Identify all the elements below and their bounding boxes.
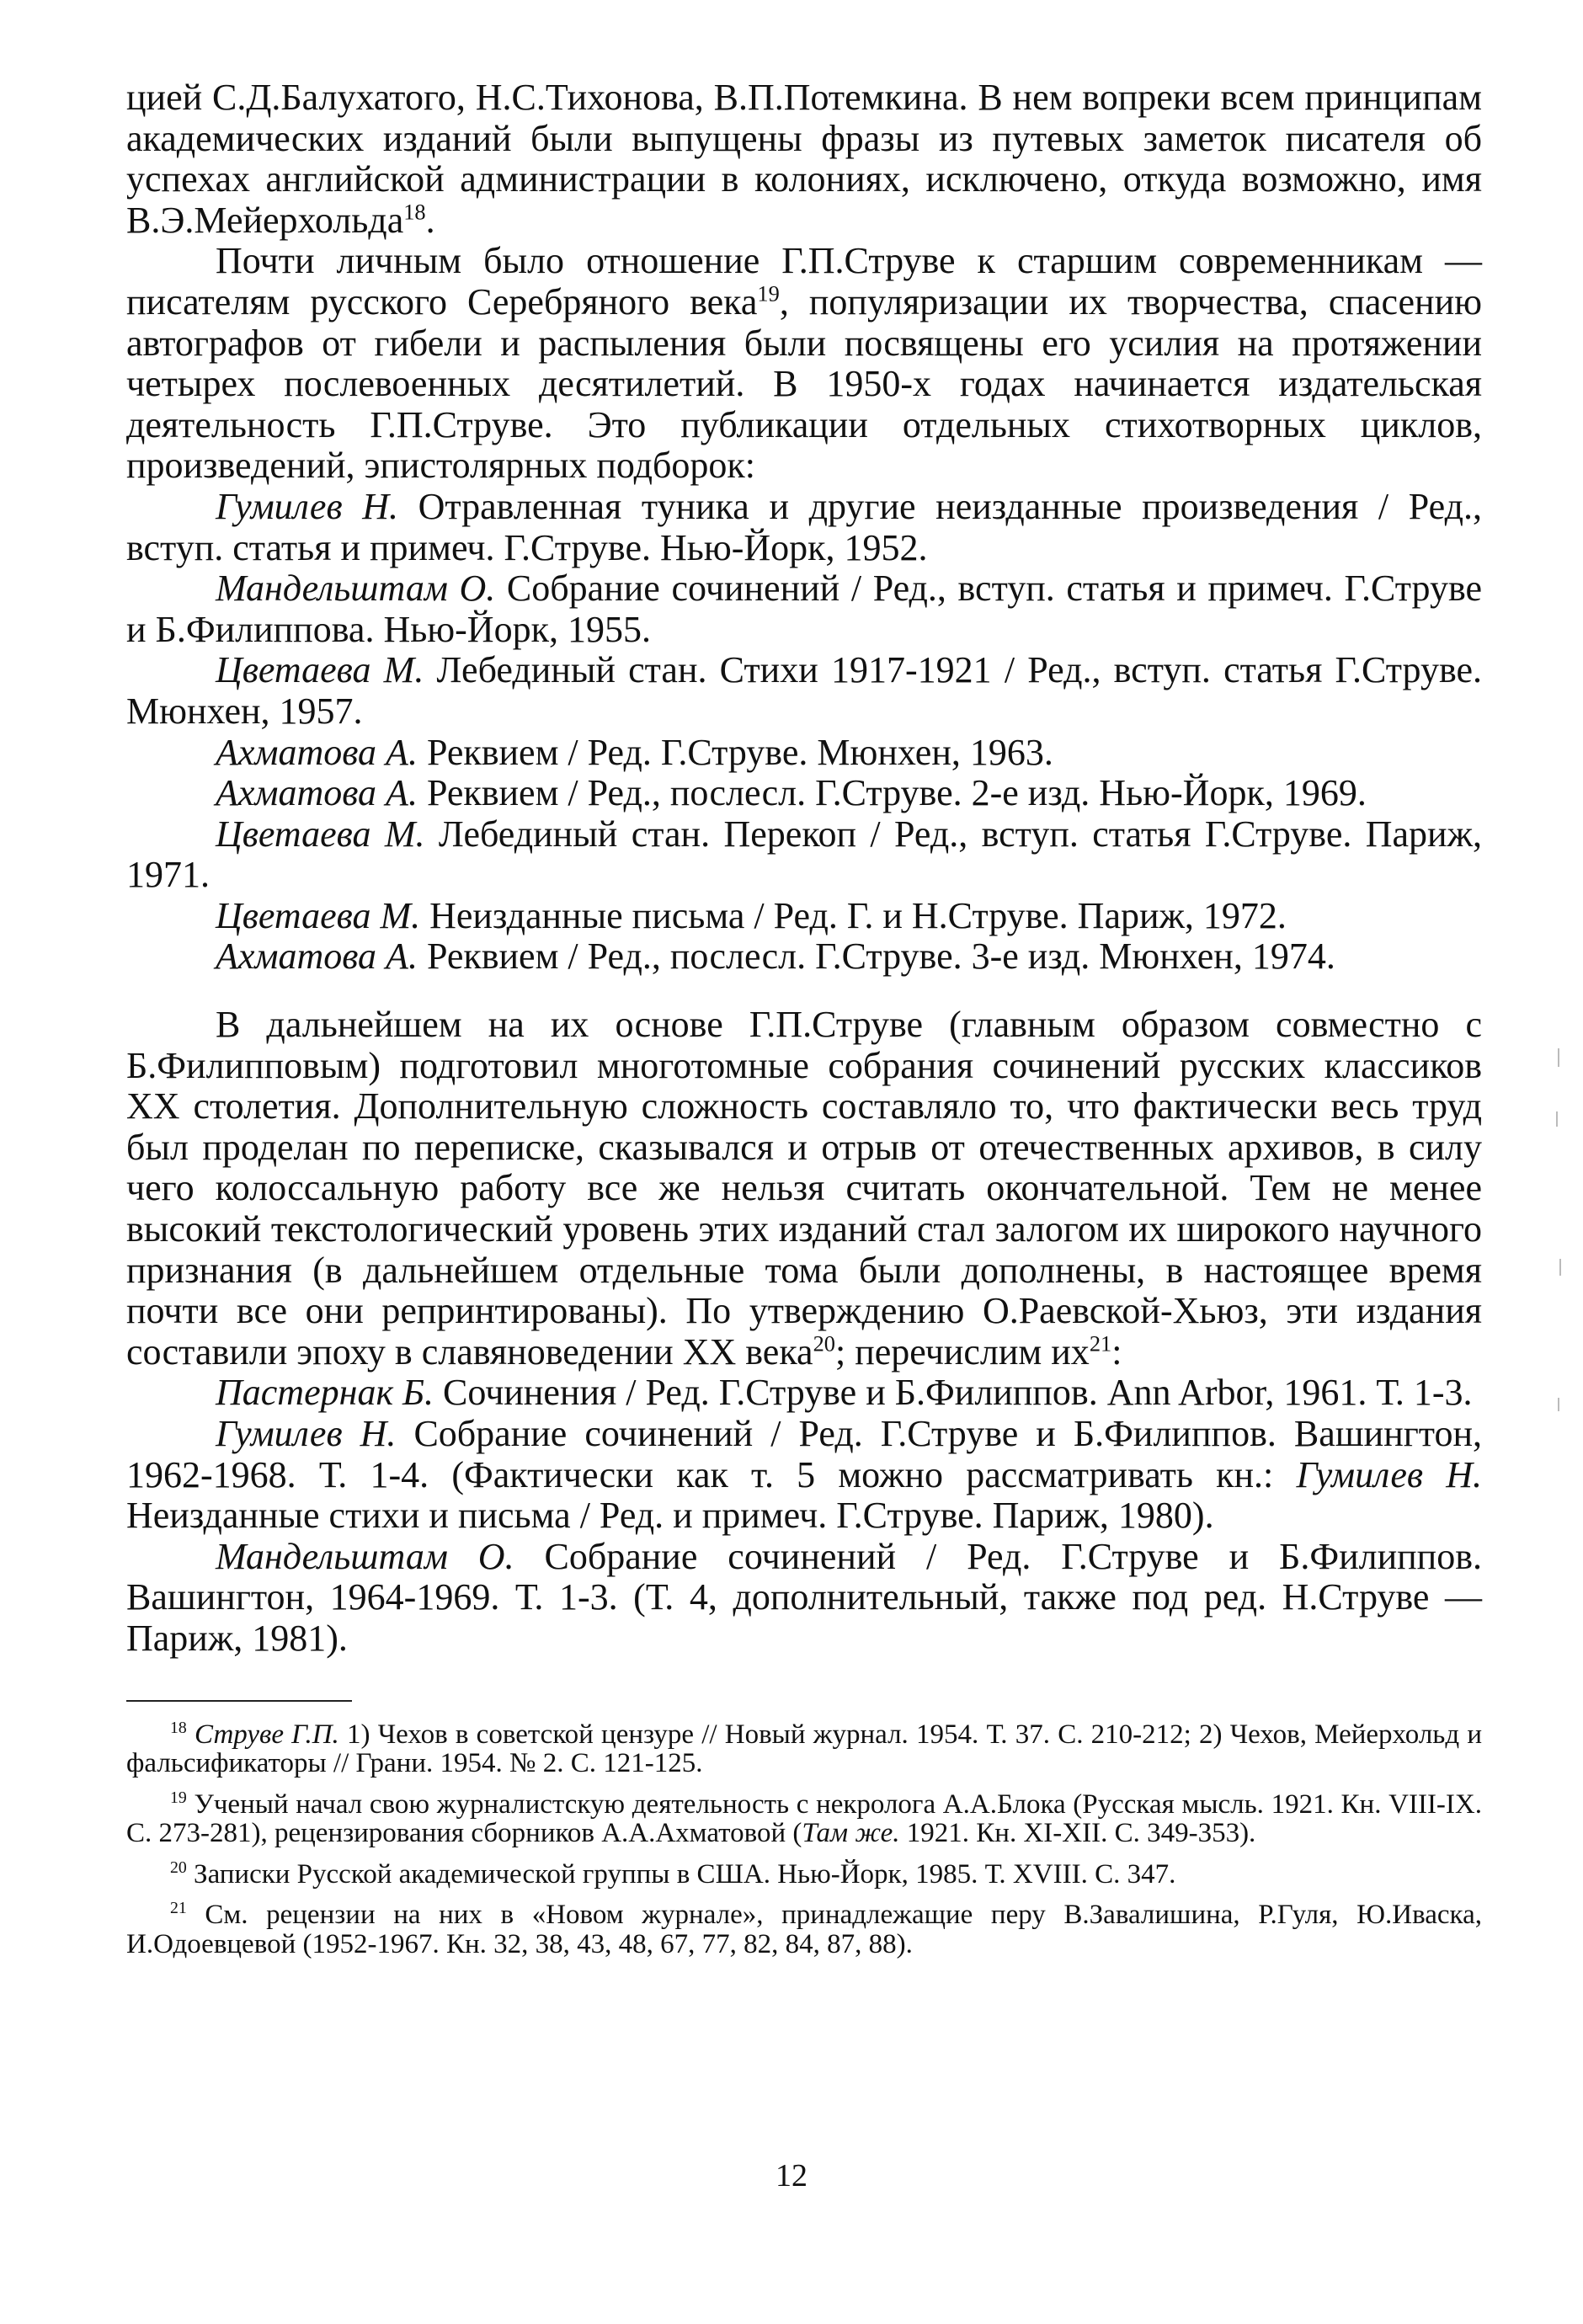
bib-entry: [126, 773, 1482, 814]
bib-details: Лебединый стан. Перекоп / Ред., вступ. статья Г.Струве. Париж, 1971.: [126, 813, 1482, 896]
footnote-text: 1) Чехов в советской цензуре // Новый журнал. 1954. Т. 37. С. 210-212; 2) Чехов, Мейерхольд и фальсификаторы // Грани. 1954. № 2. С. 121-125.: [126, 1719, 1482, 1779]
bib-details: Реквием / Ред., послесл. Г.Струве. 2-е изд. Нью-Йорк, 1969.: [417, 772, 1367, 814]
bib-entry: [126, 568, 1482, 650]
bib-details: Собрание сочинений / Ред., вступ. статья и примеч. Г.Струве и Б.Филиппова. Нью-Йорк, 1955.: [126, 568, 1482, 650]
bib-entry: [126, 1373, 1482, 1414]
footnote-ref-21: 21: [1089, 1330, 1112, 1357]
bib-details: Сочинения / Ред. Г.Струве и Б.Филиппов. Ann Arbor, 1961. Т. 1-3.: [433, 1372, 1473, 1414]
bib-entry: [126, 487, 1482, 568]
paragraph-3-text-b: ; перечислим их: [834, 1330, 1090, 1373]
paragraph-3-text-a: В дальнейшем на их основе Г.П.Струве (главным образом совместно с Б.Филипповым) подготовил многотомные собрания сочинений русских классиков XX столетия. Дополнительную сложность составляло то, что фактически весь труд был проделан по переписке, сказывался и отрыв от отечественных архивов, в силу чего колоссальную работу все же нельзя считать окончательной. Тем не менее высокий текстологический уровень этих изданий стал залогом их широкого научного признания (в дальнейшем отдельные тома были дополнены, в настоящее время почти все они репринтированы). По утверждению О.Раевской-Хьюз, эти издания составили эпоху в славяноведении XX века: [126, 1004, 1482, 1373]
bib-entry: [126, 814, 1482, 896]
bib-details: Реквием / Ред., послесл. Г.Струве. 3-е изд. Мюнхен, 1974.: [417, 935, 1335, 978]
paragraph-2: [126, 241, 1482, 487]
paragraph-1-end: .: [425, 199, 435, 241]
footnote-number: 18: [170, 1718, 187, 1737]
bibliography-list-1: [126, 487, 1482, 978]
bib-author: Мандельштам О.: [216, 568, 496, 610]
scan-speck: [1559, 1259, 1561, 1276]
paragraph-2-text-a: Почти личным было отношение Г.П.Струве к старшим современникам — писателям русского Серебряного века: [126, 240, 1482, 322]
bib-details: Собрание сочинений / Ред. Г.Струве и Б.Филиппов. Вашингтон, 1962-1968. Т. 1-4. (Фактически как т. 5 можно рассматривать кн.:: [126, 1413, 1482, 1495]
footnote-text: См. рецензии на них в «Новом журнале», принадлежащие перу В.Завалишина, Р.Гуля, Ю.Иваска, И.Одоевцевой (1952-1967. Кн. 32, 38, 43, 48, 67, 77, 82, 84, 87, 88).: [126, 1900, 1482, 1959]
document-page: [126, 77, 1482, 2267]
paragraph-2-text-b: , популяризации их творчества, спасению автографов от гибели и распыления были посвящены его усилия на протяжении четырех послевоенных десятилетий. В 1950-х годах начинается издательская деятельность Г.П.Струве. Это публикации отдельных стихотворных циклов, произведений, эпистолярных подборок:: [126, 280, 1483, 487]
paragraph-1-text: цией С.Д.Балухатого, Н.С.Тихонова, В.П.Потемкина. В нем вопреки всем принципам академических изданий были выпущены фразы из путевых заметок писателя об успехах английской администрации в колониях, исключено, откуда возможно, имя В.Э.Мейерхольда: [126, 77, 1482, 241]
bib-entry: [126, 733, 1482, 774]
paragraph-1: [126, 77, 1482, 241]
footnote-text: Ученый начал свою журналистскую деятельность с некролога А.А.Блока (Русская мысль. 1921. Кн. VIII-IX. С. 273-281), рецензирования сборников А.А.Ахматовой (: [126, 1788, 1482, 1849]
bib-author: Ахматова А.: [216, 772, 418, 814]
footnote-number: 20: [170, 1858, 187, 1877]
footnotes: [126, 1720, 1482, 1959]
footnote-italic: Там же.: [802, 1818, 900, 1849]
scan-speck: [1558, 1048, 1559, 1067]
footnote-number: 21: [170, 1899, 187, 1918]
footnote-20: [126, 1860, 1482, 1890]
bibliography-list-2: [126, 1373, 1482, 1659]
bib-details: Отравленная туника и другие неизданные произведения / Ред., вступ. статья и примеч. Г.Струве. Нью-Йорк, 1952.: [126, 485, 1482, 568]
bib-details: Неизданные письма / Ред. Г. и Н.Струве. Париж, 1972.: [420, 894, 1287, 936]
paragraph-3: [126, 1005, 1482, 1373]
footnote-italic: Струве Г.П.: [194, 1719, 339, 1750]
bib-author: Гумилев Н.: [216, 1413, 397, 1454]
bib-details: Лебединый стан. Стихи 1917-1921 / Ред., вступ. статья Г.Струве. Мюнхен, 1957.: [126, 649, 1482, 732]
footnote-21: [126, 1900, 1482, 1959]
bib-entry: [126, 1537, 1482, 1660]
bib-entry: [126, 896, 1482, 937]
footnote-ref-18: 18: [403, 199, 426, 225]
bib-author: Мандельштам О.: [216, 1535, 514, 1577]
bib-entry: [126, 650, 1482, 732]
footnote-ref-20: 20: [813, 1330, 835, 1357]
footnote-text: [187, 1719, 195, 1750]
footnote-18: [126, 1720, 1482, 1778]
footnote-text: 1921. Кн. XI-XII. С. 349-353).: [899, 1818, 1256, 1849]
bib-details: Реквием / Ред. Г.Струве. Мюнхен, 1963.: [417, 731, 1053, 773]
bib-author: Цветаева М.: [216, 894, 421, 936]
bib-author: Гумилев Н.: [1296, 1453, 1482, 1495]
bib-author: Цветаева М.: [216, 649, 424, 691]
footnote-divider: [126, 1700, 352, 1702]
scan-speck: [1558, 1398, 1559, 1411]
bib-entry: [126, 936, 1482, 978]
bib-details: Неизданные стихи и письма / Ред. и примеч. Г.Струве. Париж, 1980).: [126, 1495, 1214, 1537]
bib-details: Собрание сочинений / Ред. Г.Струве и Б.Филиппов. Вашингтон, 1964-1969. Т. 1-3. (Т. 4, дополнительный, также под ред. Н.Струве — Париж, 1981).: [126, 1535, 1482, 1659]
footnote-ref-19: 19: [757, 280, 780, 306]
footnote-19: [126, 1790, 1482, 1848]
bib-author: Гумилев Н.: [216, 485, 398, 527]
bib-author: Пастернак Б.: [216, 1372, 434, 1414]
paragraph-3-text-c: :: [1111, 1330, 1122, 1373]
page-number: 12: [776, 2158, 807, 2193]
scan-speck: [1556, 1111, 1558, 1127]
bib-author: Ахматова А.: [216, 731, 418, 773]
bib-entry: [126, 1414, 1482, 1537]
footnote-number: 19: [170, 1788, 187, 1807]
bib-author: Цветаева М.: [216, 813, 425, 855]
footnote-text: Записки Русской академической группы в США. Нью-Йорк, 1985. Т. XVIII. С. 347.: [186, 1858, 1176, 1890]
bib-author: Ахматова А.: [216, 935, 418, 978]
